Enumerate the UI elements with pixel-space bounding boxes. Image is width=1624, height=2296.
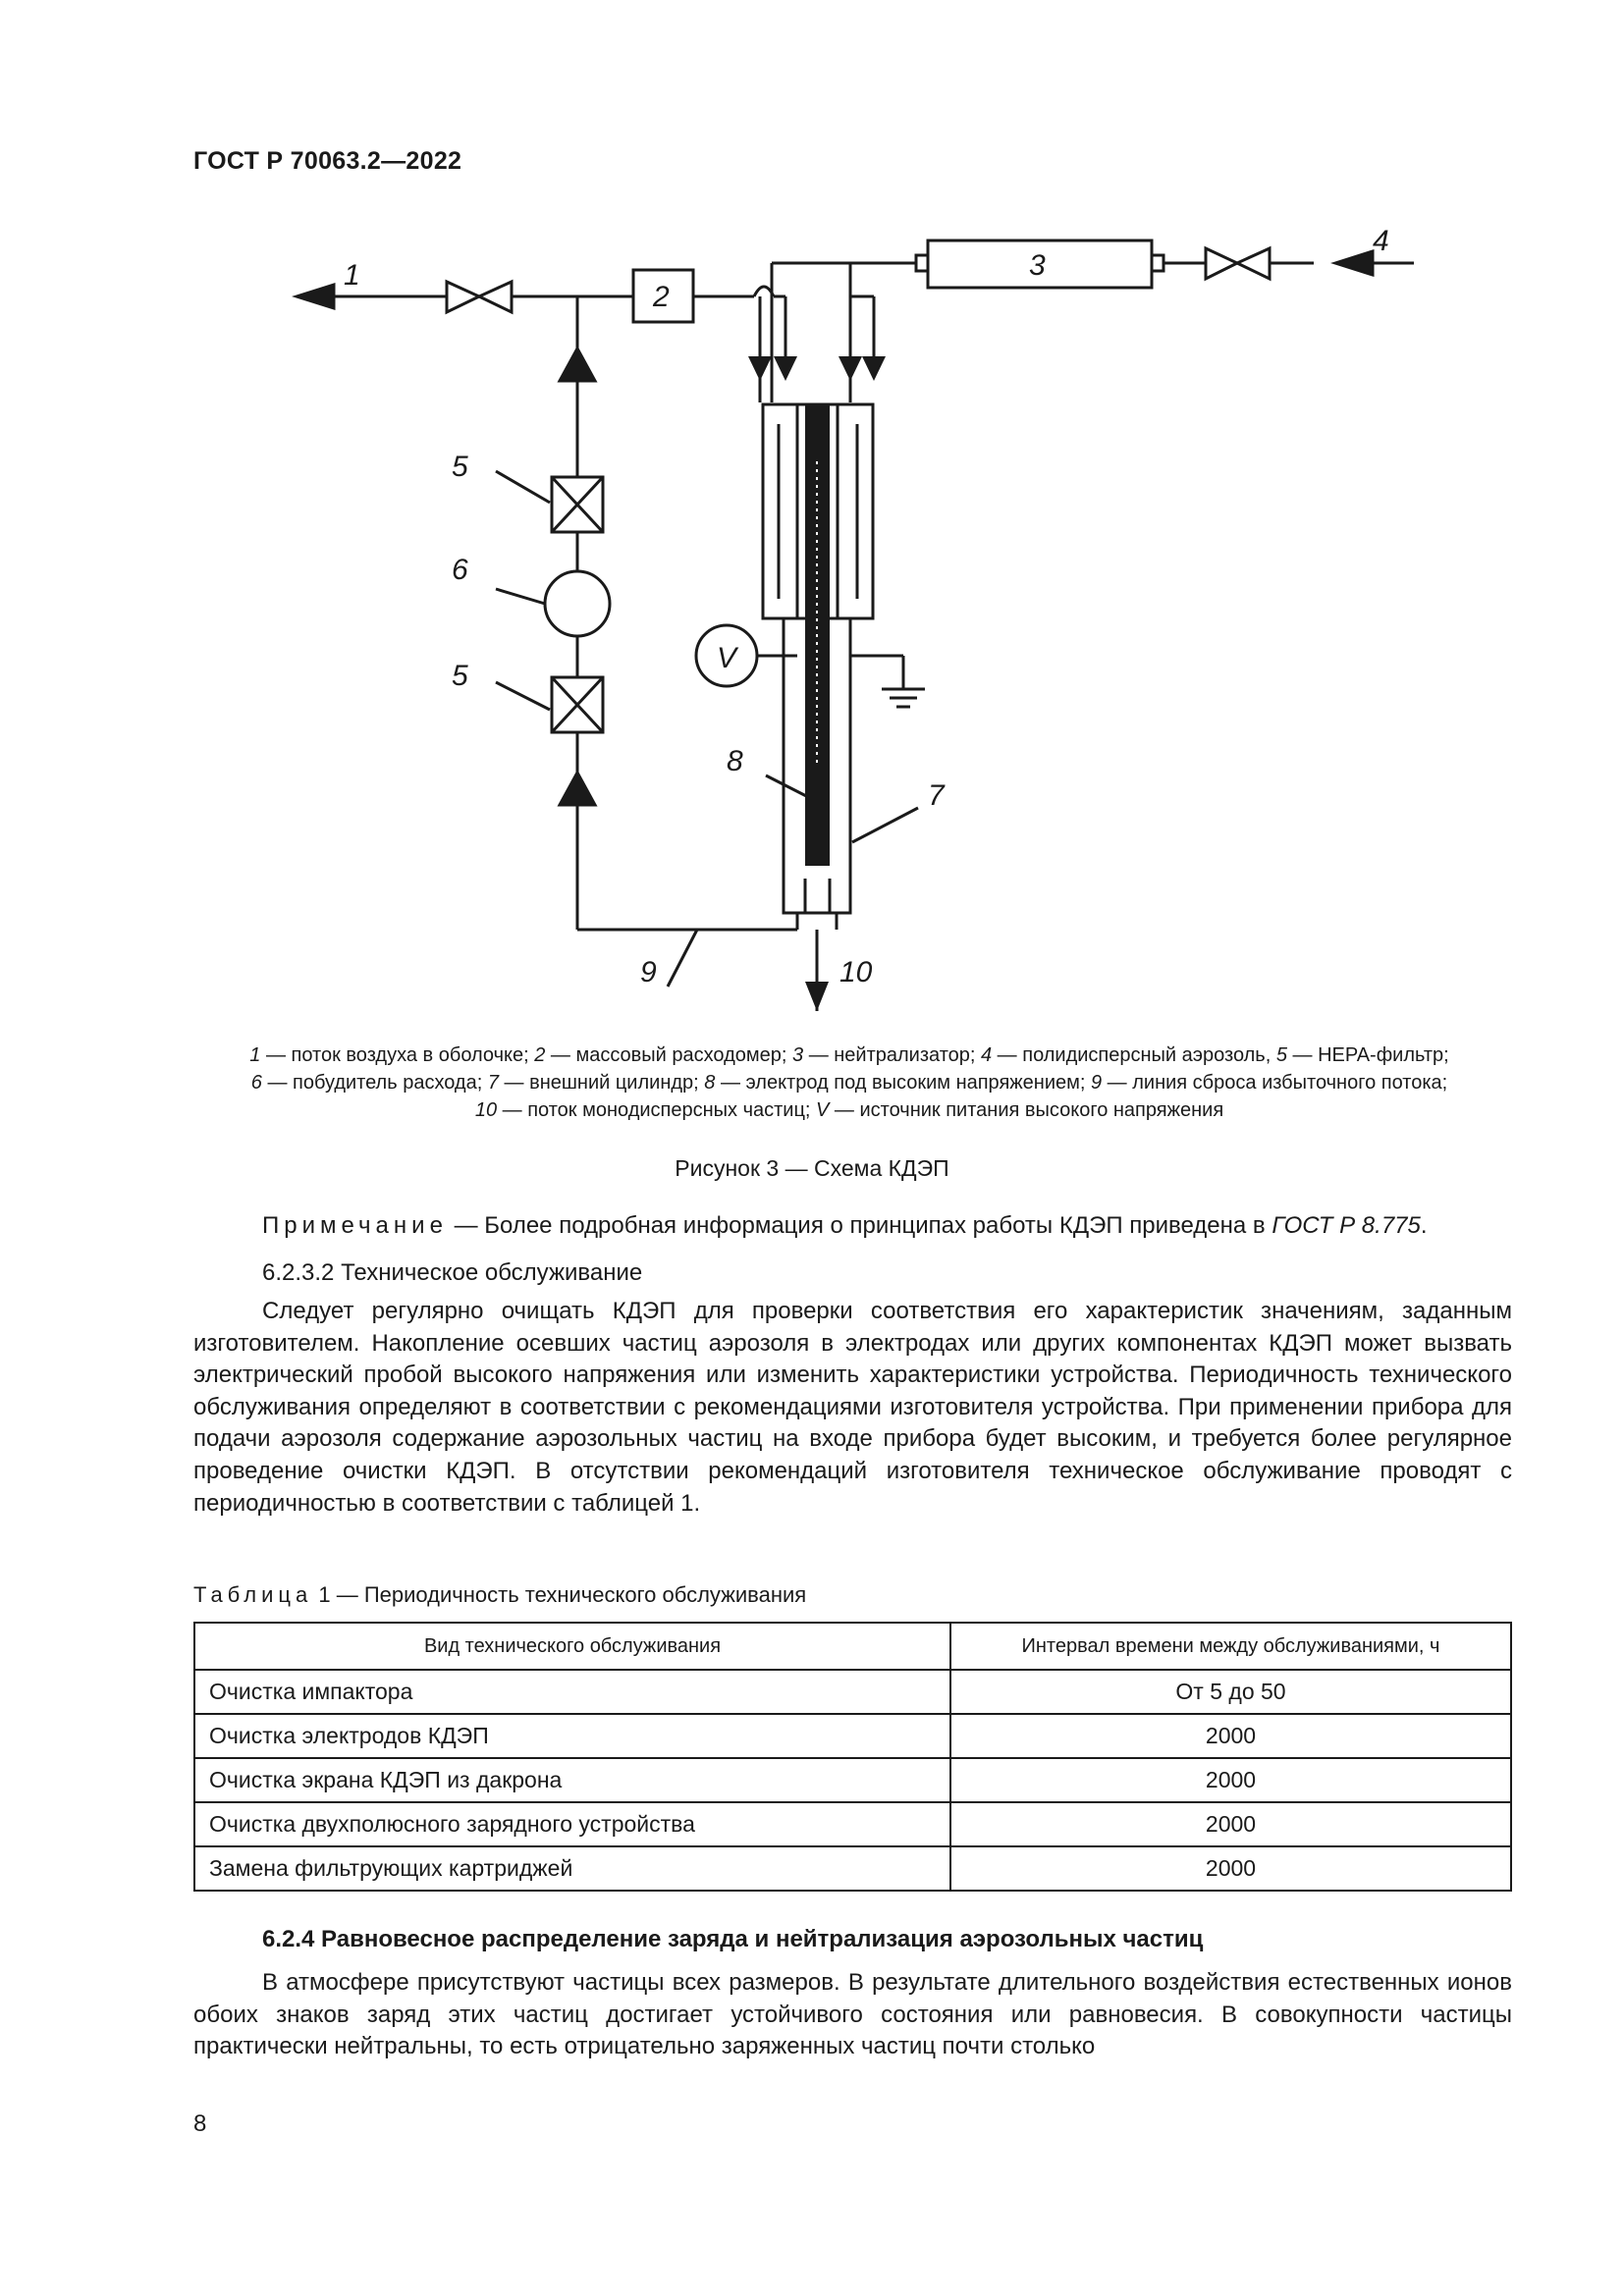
header-maintenance-type: Вид технического обслуживания — [194, 1623, 950, 1670]
label-5-bottom: 5 — [452, 660, 468, 692]
table-row: Замена фильтрующих картриджей 2000 — [194, 1846, 1511, 1891]
maintenance-paragraph: Следует регулярно очищать КДЭП для проверки соответствия его характеристик значениям, заданным изготовителем. Накопление осевших частиц аэрозоля в электродах или других компонентах КДЭП может вызвать электрический пробой высокого напряжения или изменить характеристики устройства. Периодичность технического обслуживания определяют в соответствии с рекомендациями изготовителя устройства. При применении прибора для подачи аэрозоля содержание аэрозольных частиц на входе прибора будет высоким, и требуется более регулярное проведение очистки КДЭП. В отсутствии рекомендаций изготовителя техническое обслуживание проводят с периодичностью в соответствии с таблицей 1. — [193, 1298, 1512, 1517]
page-number: 8 — [193, 2110, 207, 2137]
legend-line-3: 10 — поток монодисперсных частиц; V — источник питания высокого напряжения — [474, 1099, 1224, 1121]
label-9: 9 — [640, 956, 657, 988]
table-row: Очистка двухполюсного зарядного устройства 2000 — [194, 1802, 1511, 1846]
label-4: 4 — [1373, 225, 1389, 257]
valve-left-icon — [447, 282, 512, 312]
note-reference: ГОСТ Р 8.775 — [1272, 1212, 1421, 1239]
arrow-out-1 — [297, 285, 334, 308]
figure-legend — [177, 1041, 1522, 1124]
label-1: 1 — [344, 259, 360, 292]
legend-line-2: 6 — побудитель расхода; 7 — внешний цилиндр; 8 — электрод под высоким напряжением; 9 — линия сброса избыточного потока; — [250, 1072, 1448, 1094]
label-10: 10 — [839, 956, 873, 988]
note: Примечание — Более подробная информация о принципах работы КДЭП приведена в ГОСТ Р 8.775. — [262, 1212, 1428, 1239]
arrow-up-upper — [560, 348, 595, 381]
flow-blower — [545, 571, 610, 636]
label-7: 7 — [928, 779, 945, 812]
arrow-out-10 — [805, 982, 829, 1011]
table-row: Очистка электродов КДЭП 2000 — [194, 1714, 1511, 1758]
table-row: Очистка импактора От 5 до 50 — [194, 1670, 1511, 1714]
table-header-row — [194, 1623, 1511, 1670]
document-code-header: ГОСТ Р 70063.2—2022 — [193, 147, 462, 175]
table-caption: Таблица 1 — Периодичность технического обслуживания — [193, 1582, 807, 1607]
valve-right-icon — [1206, 248, 1270, 279]
legend-line-1: 1 — поток воздуха в оболочке; 2 — массовый расходомер; 3 — нейтрализатор; 4 — полидисперсный аэрозоль, 5 — HEPA-фильтр; — [249, 1044, 1449, 1066]
label-6: 6 — [452, 554, 468, 586]
note-label: Примечание — [262, 1212, 448, 1239]
label-3: 3 — [1029, 249, 1046, 282]
table-row: Очистка экрана КДЭП из дакрона 2000 — [194, 1758, 1511, 1802]
label-8: 8 — [727, 745, 743, 777]
header-interval: Интервал времени между обслуживаниями, ч — [950, 1623, 1511, 1670]
subsection-heading: 6.2.3.2 Техническое обслуживание — [262, 1259, 643, 1286]
section-paragraph: В атмосфере присутствуют частицы всех размеров. В результате длительного воздействия естественных ионов обоих знаков заряд этих частиц достигает устойчивого состояния или равновесия. В совокупности частицы практически нейтральны, то есть отрицательно заряженных частиц почти столько — [193, 1969, 1512, 2060]
dma-schematic-diagram — [0, 0, 1624, 1041]
label-5-top: 5 — [452, 451, 468, 483]
label-v: V — [717, 642, 737, 674]
figure-caption: Рисунок 3 — Схема КДЭП — [675, 1155, 949, 1181]
label-2: 2 — [653, 281, 670, 313]
arrow-up-lower — [560, 773, 595, 805]
arrow-in-4 — [1335, 251, 1373, 275]
section-heading: 6.2.4 Равновесное распределение заряда и нейтрализация аэрозольных частиц — [262, 1926, 1204, 1952]
maintenance-table — [193, 1622, 1512, 1892]
